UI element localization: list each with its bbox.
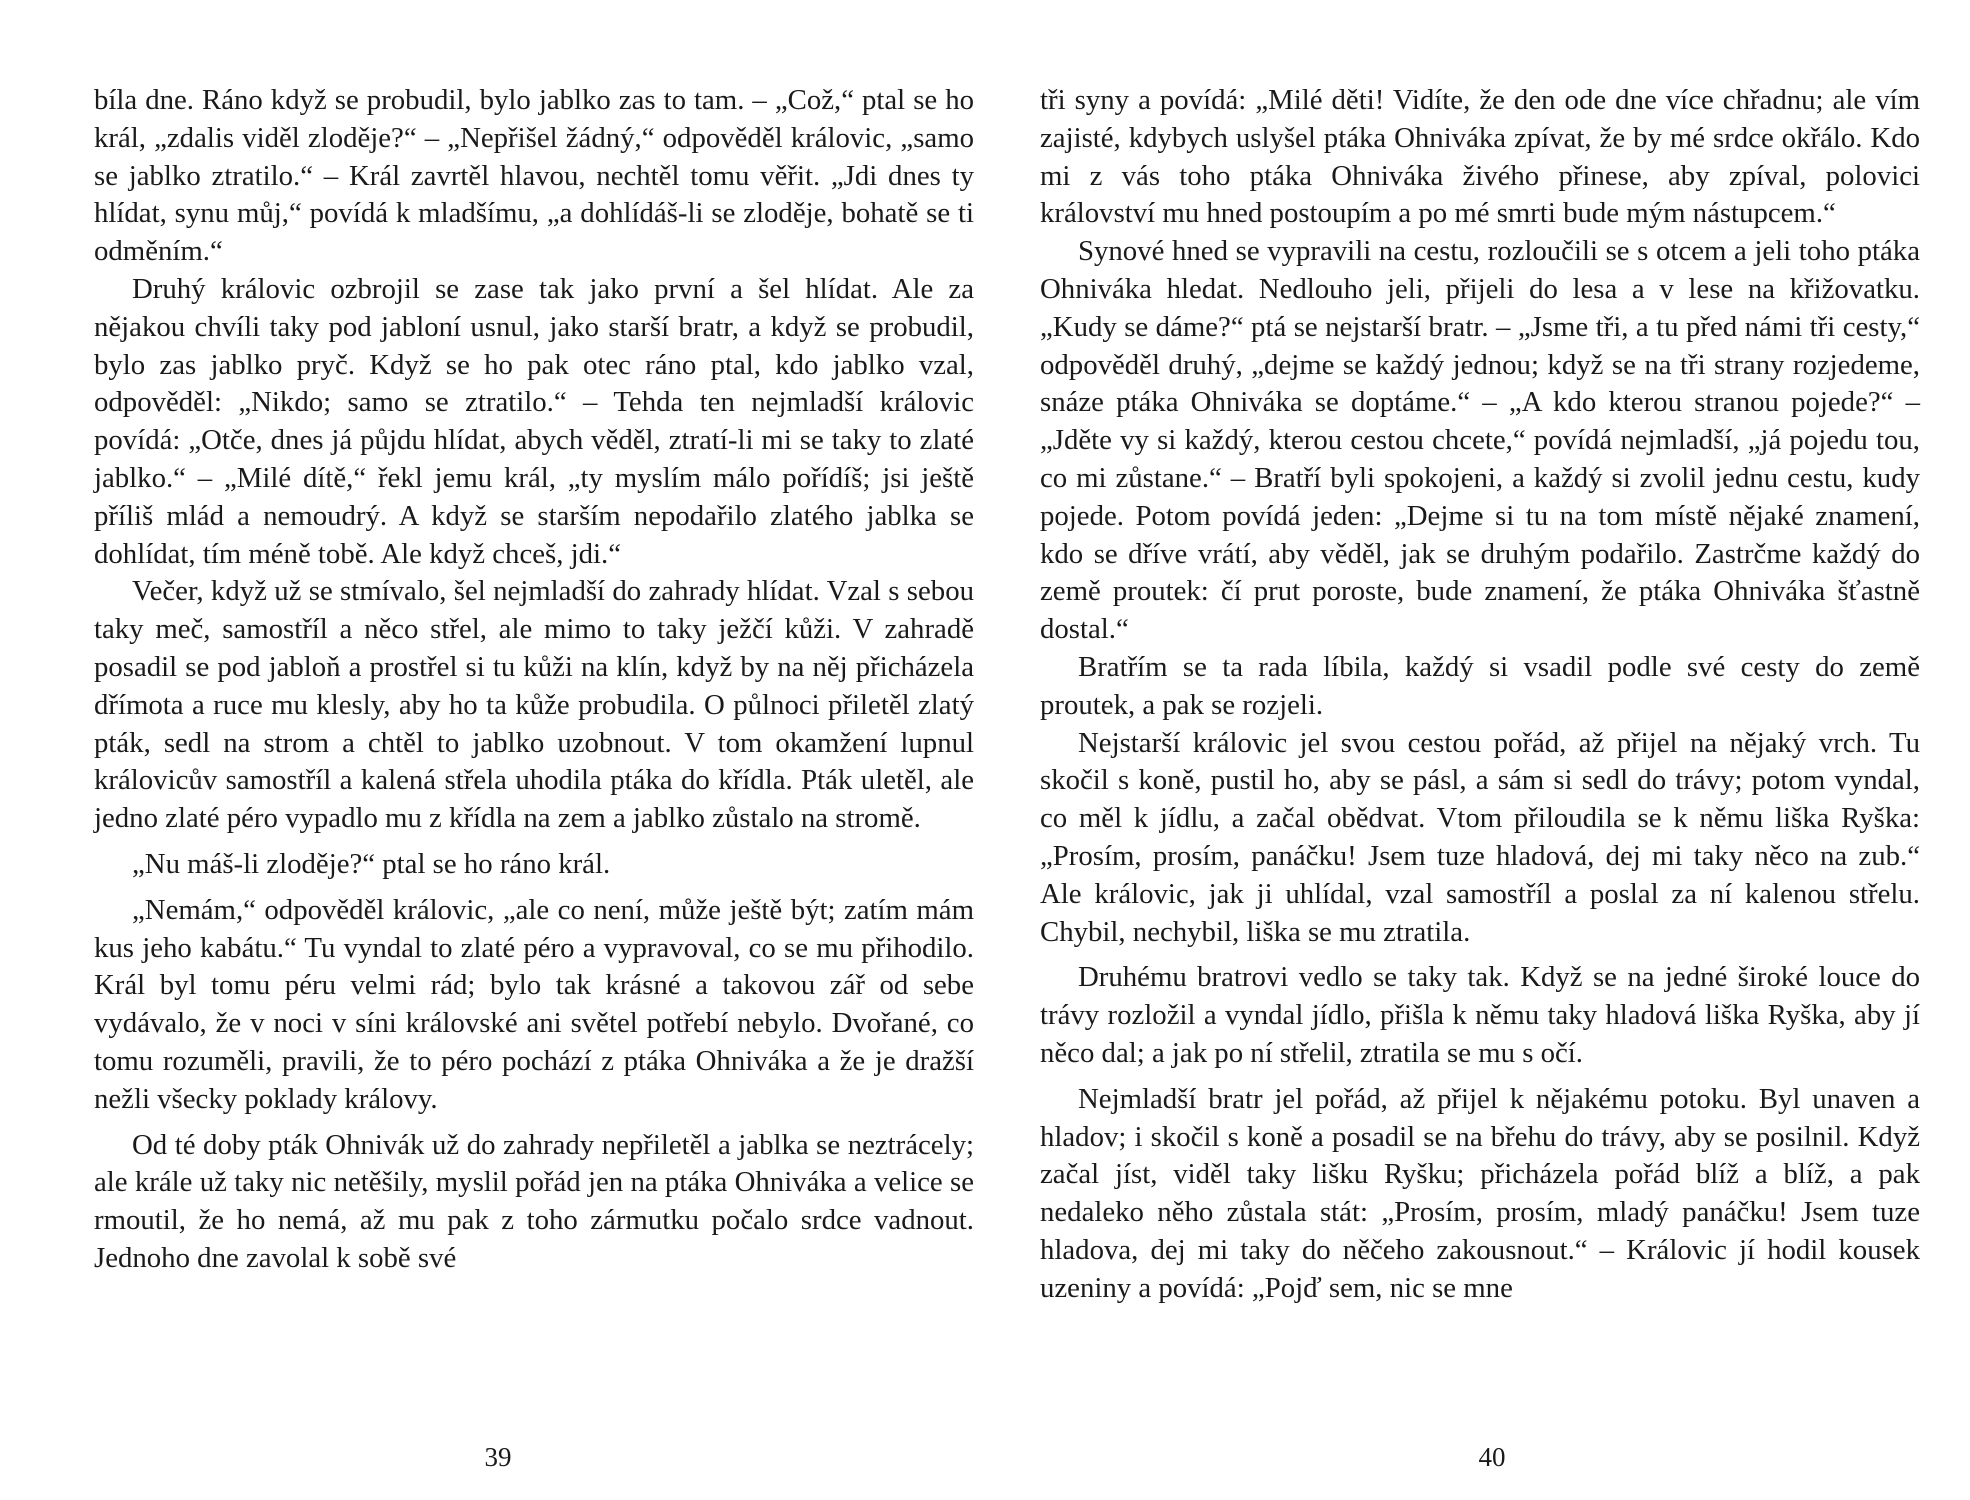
left-page xyxy=(94,82,974,1278)
paragraph: Od té doby pták Ohnivák už do zahrady nepřiletěl a jablka se neztrácely; ale krále už taky nic netěšily, myslil pořád jen na ptáka Ohniváka a velice se rmoutil, že ho nemá, až mu pak z toho zármutku počalo srdce vadnout. Jednoho dne zavolal k sobě své xyxy=(94,1128,974,1274)
paragraph: Synové hned se vypravili na cestu, rozloučili se s otcem a jeli toho ptáka Ohniváka hledat. Nedlouho jeli, přijeli do lesa a v lese na křižovatku. „Kudy se dáme?“ ptá se nejstarší bratr. – „Jsme tři, a tu před námi tři cesty,“ odpověděl druhý, „dejme se každý jednou; když se na tři strany rozjedeme, snáze ptáka Ohniváka se doptáme.“ – „A kdo kterou stranou pojede?“ – „Jděte vy si každý, kterou cestou chcete,“ povídá nejmladší, „já pojedu tou, co mi zůstane.“ – Bratří byli spokojeni, a každý si zvolil jednu cestu, kudy pojede. Potom povídá jeden: „Dejme si tu na tom místě nějaké znamení, kdo se dříve vrátí, aby věděl, jak se druhým podařilo. Zastrčme každý do země proutek: čí prut poroste, bude znamení, že ptáka Ohniváka šťastně dostal.“ xyxy=(1040,235,1920,646)
right-page-text xyxy=(1040,82,1920,1308)
paragraph: Druhý královic ozbrojil se zase tak jako první a šel hlídat. Ale za nějakou chvíli taky pod jabloní usnul, jako starší bratr, a když se probudil, bylo zas jablko pryč. Když se ho pak otec ráno ptal, kdo jablko vzal, odpověděl: „Nikdo; samo se ztratilo.“ – Tehda ten nejmladší královic povídá: „Otče, dnes já půjdu hlídat, abych věděl, ztratí-li mi se taky to zlaté jablko.“ – „Milé dítě,“ řekl jemu král, „ty myslím málo pořídíš; jsi ještě příliš mlád a nemoudrý. A když se starším nepodařilo zlatého jablka se dohlídat, tím méně tobě. Ale když chceš, jdi.“ xyxy=(94,272,974,570)
paragraph: Nejstarší královic jel svou cestou pořád, až přijel na nějaký vrch. Tu skočil s koně, pustil ho, aby se pásl, a sám si sedl do trávy; potom vyndal, co měl k jídlu, a začal obědvat. Vtom přiloudila se k němu liška Ryška: „Prosím, prosím, panáčku! Jsem tuze hladová, dej mi taky něco na zub.“ Ale královic, jak ji uhlídal, vzal samostříl a poslal za ní kalenou střelu. Chybil, nechybil, liška se mu ztratila. xyxy=(1040,726,1920,948)
paragraph: tři syny a povídá: „Milé děti! Vidíte, že den ode dne více chřadnu; ale vím zajisté, kdybych uslyšel ptáka Ohniváka zpívat, že by mé srdce okřálo. Kdo mi z vás toho ptáka Ohniváka živého přinese, aby zpíval, polovici království mu hned postoupím a po mé smrti bude mým nástupcem.“ xyxy=(1040,84,1920,230)
right-page xyxy=(1040,82,1920,1308)
paragraph: Nejmladší bratr jel pořád, až přijel k nějakému potoku. Byl unaven a hladov; i skočil s koně a posadil se na břehu do trávy, aby se posilnil. Když začal jíst, viděl taky lišku Ryšku; přicházela pořád blíž a blíž, a pak nedaleko něho zůstala stát: „Prosím, prosím, mladý panáčku! Jsem tuze hladova, dej mi taky do něčeho zakousnout.“ – Královic jí hodil kousek uzeniny a povídá: „Pojď sem, nic se mne xyxy=(1040,1082,1920,1304)
paragraph: Druhému bratrovi vedlo se taky tak. Když se na jedné široké louce do trávy rozložil a vyndal jídlo, přišla k němu taky hladová liška Ryška, aby jí něco dal; a jak po ní střelil, ztratila se mu s očí. xyxy=(1040,961,1920,1069)
page-number: 40 xyxy=(1478,1442,1506,1472)
paragraph: Večer, když už se stmívalo, šel nejmladší do zahrady hlídat. Vzal s sebou taky meč, samostříl a něco střel, ale mimo to taky ježčí kůži. V zahradě posadil se pod jabloň a prostřel si tu kůži na klín, když by na něj přicházela dřímota a ruce mu klesly, aby ho ta kůže probudila. O půlnoci přiletěl zlatý pták, sedl na strom a chtěl to jablko uzobnout. V tom okamžení lupnul královicův samostříl a kalená střela uhodila ptáka do křídla. Pták uletěl, ale jedno zlaté péro vypadlo mu z křídla na zem a jablko zůstalo na stromě. xyxy=(94,575,974,835)
paragraph: Bratřím se ta rada líbila, každý si vsadil podle své cesty do země proutek, a pak se rozjeli. xyxy=(1040,650,1920,721)
page-number: 39 xyxy=(484,1442,512,1472)
left-page-text xyxy=(94,82,974,1278)
paragraph: „Nemám,“ odpověděl královic, „ale co není, může ještě být; zatím mám kus jeho kabátu.“ Tu vyndal to zlaté péro a vypravoval, co se mu přihodilo. Král byl tomu péru velmi rád; bylo tak krásné a takovou zář od sebe vydávalo, že v noci v síni královské ani světel potřebí nebylo. Dvořané, co tomu rozuměli, pravili, že to péro pochází z ptáka Ohniváka a že je dražší nežli všecky poklady královy. xyxy=(94,893,974,1115)
paragraph: „Nu máš-li zloděje?“ ptal se ho ráno král. xyxy=(132,847,611,880)
paragraph: bíla dne. Ráno když se probudil, bylo jablko zas to tam. – „Což,“ ptal se ho král, „zdalis viděl zloděje?“ – „Nepřišel žádný,“ odpověděl královic, „samo se jablko ztratilo.“ – Král zavrtěl hlavou, nechtěl tomu věřit. „Jdi dnes ty hlídat, synu můj,“ povídá k mladšímu, „a dohlídáš-li se zloděje, bohatě se ti odměním.“ xyxy=(94,84,974,268)
